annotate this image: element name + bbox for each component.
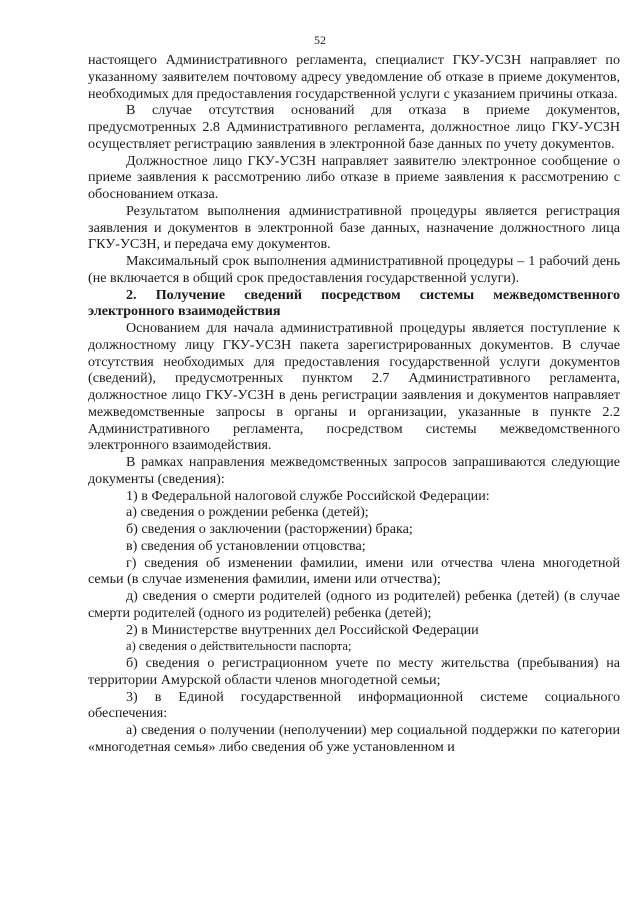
paragraph-max-duration: Максимальный срок выполнения административной процедуры – 1 рабочий день (не включается в общий срок предоставления государственной услуги). bbox=[88, 253, 620, 286]
paragraph-procedure-basis: Основанием для начала административной процедуры является поступление к должностному лицу ГКУ-УСЗН пакета зарегистрированных документов. В случае отсутствия необходимых для предоставления государственной услуги документов (сведений), предусмотренных пунктом 2.7 Административного регламента, должностное лицо ГКУ-УСЗН в день регистрации заявления и документов направляет межведомственные запросы в органы и организации, указанные в пункте 2.2 Административного регламента, посредством системы межведомственного электронного взаимодействия. bbox=[88, 320, 620, 454]
list-item-interior-ministry: 2) в Министерстве внутренних дел Российской Федерации bbox=[126, 621, 479, 638]
list-item-death: д) сведения о смерти родителей (одного из родителей) ребенка (детей) (в случае смерти родителей (одного из родителей) ребенка (детей); bbox=[88, 588, 620, 621]
list-item-tax-service: 1) в Федеральной налоговой службе Российской Федерации: bbox=[126, 487, 490, 504]
section-heading: 2. Получение сведений посредством системы межведомственного электронного взаимодействия bbox=[88, 286, 620, 320]
list-item-social-support: а) сведения о получении (неполучении) мер социальной поддержки по категории «многодетная семья» либо сведения об уже установленном и bbox=[88, 722, 620, 755]
list-item-name-change: г) сведения об изменении фамилии, имени или отчества члена многодетной семьи (в случае изменения фамилии, имени или отчества); bbox=[88, 554, 620, 588]
paragraph-refusal-notice: настоящего Административного регламента, специалист ГКУ-УСЗН направляет по указанному заявителем почтовому адресу уведомление об отказе в приеме документов, необходимых для предоставления государственной услуги с указанием причины отказа. bbox=[88, 52, 620, 102]
list-item-birth: а) сведения о рождении ребенка (детей); bbox=[126, 504, 369, 521]
paragraph-electronic-message: Должностное лицо ГКУ-УСЗН направляет заявителю электронное сообщение о приеме заявления к рассмотрению либо отказе в приеме заявления к рассмотрению с обоснованием отказа. bbox=[88, 152, 620, 202]
list-item-paternity: в) сведения об установлении отцовства; bbox=[126, 537, 366, 554]
paragraph-registration: В случае отсутствия оснований для отказа в приеме документов, предусмотренных 2.8 Административного регламента, должностное лицо ГКУ-УСЗН осуществляет регистрацию заявления в электронной базе данных по учету документов. bbox=[88, 102, 620, 152]
paragraph-procedure-result: Результатом выполнения административной процедуры является регистрация заявления и документов в электронной базе данных, назначение должностного лица ГКУ-УСЗН, и передача ему документов. bbox=[88, 202, 620, 253]
list-item-social-system: 3) в Единой государственной информационной системе социального обеспечения: bbox=[88, 688, 620, 722]
page-number: 52 bbox=[314, 33, 326, 47]
list-item-residence-registration: б) сведения о регистрационном учете по месту жительства (пребывания) на территории Амурской области членов многодетной семьи; bbox=[88, 655, 620, 688]
document-body bbox=[88, 52, 620, 756]
list-item-marriage: б) сведения о заключении (расторжении) брака; bbox=[126, 521, 413, 537]
paragraph-requested-documents: В рамках направления межведомственных запросов запрашиваются следующие документы (сведения): bbox=[88, 454, 620, 487]
list-item-passport: а) сведения о действительности паспорта; bbox=[126, 639, 352, 654]
